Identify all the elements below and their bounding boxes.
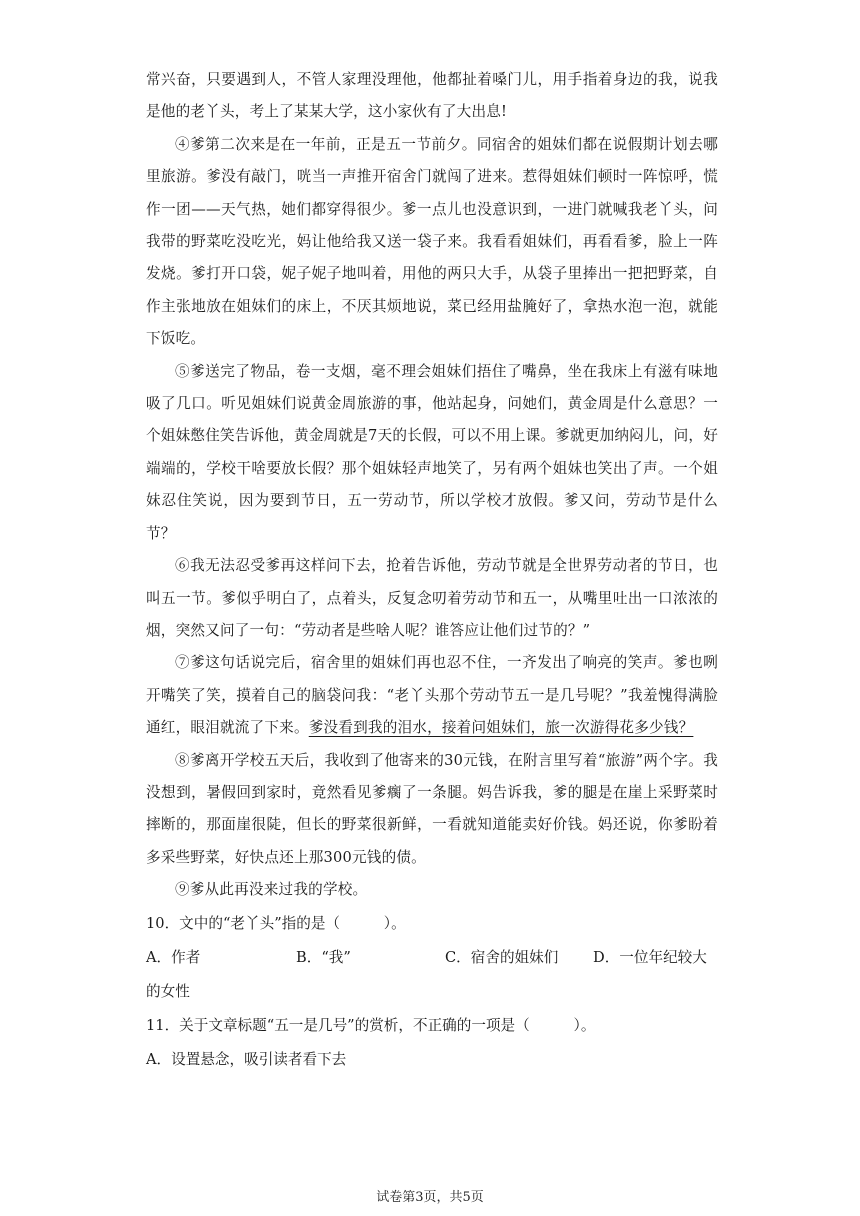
paragraph-7-underlined-sentence: 爹没看到我的泪水，接着问姐妹们，旅一次游得花多少钱？ bbox=[308, 719, 694, 737]
question-10-options bbox=[146, 941, 718, 975]
question-10-option-d: D．一位年纪较大 bbox=[593, 948, 707, 966]
question-11-stem: 11．关于文章标题“五一是几号”的赏析，不正确的一项是（ ）。 bbox=[146, 1016, 596, 1034]
question-11-option-a: A．设置悬念，吸引读者看下去 bbox=[146, 1050, 347, 1068]
page-footer: 试卷第3页，共5页 bbox=[376, 1190, 484, 1205]
passage-paragraph-7 bbox=[146, 647, 718, 744]
question-10-stem: 10．文中的“老丫头”指的是（ ）。 bbox=[146, 914, 406, 932]
question-10-option-c: C．宿舍的姐妹们 bbox=[445, 948, 559, 966]
passage-paragraph-8: ⑧爹离开学校五天后，我收到了他寄来的30元钱，在附言里写着“旅游”两个字。我没想到，暑假回到家时，竟然看见爹瘸了一条腿。妈告诉我，爹的腿是在崖上采野菜时摔断的，那面崖很陡，但长的野菜很新鲜，一看就知道能卖好价钱。妈还说，你爹盼着多采些野菜，好快点还上那300元钱的债。 bbox=[146, 751, 718, 866]
passage-paragraph-9: ⑨爹从此再没来过我的学校。 bbox=[175, 881, 368, 899]
question-10-option-a: A．作者 bbox=[146, 948, 201, 966]
page-content bbox=[146, 64, 718, 1077]
passage-paragraph-4: ④爹第二次来是在一年前，正是五一节前夕。同宿舍的姐妹们都在说假期计划去哪里旅游。爹没有敲门，咣当一声推开宿舍门就闯了进来。惹得姐妹们顿时一阵惊呼，慌作一团——天气热，她们都穿得很少。爹一点儿也没意识到，一进门就喊我老丫头，问我带的野菜吃没吃光，妈让他给我又送一袋子来。我看看姐妹们，再看看爹，脸上一阵发烧。爹打开口袋，妮子妮子地叫着，用他的两只大手，从袋子里捧出一把把野菜，自作主张地放在姐妹们的床上，不厌其烦地说，菜已经用盐腌好了，拿热水泡一泡，就能下饭吃。 bbox=[146, 135, 718, 348]
question-10-option-b: B．“我” bbox=[296, 948, 351, 966]
question-10-option-d-continued: 的女性 bbox=[146, 982, 190, 1000]
passage-paragraph-6: ⑥我无法忍受爹再这样问下去，抢着告诉他，劳动节就是全世界劳动者的节日，也叫五一节。爹似乎明白了，点着头，反复念叨着劳动节和五一，从嘴里吐出一口浓浓的烟，突然又问了一句：“劳动者是些啥人呢？谁答应让他们过节的？” bbox=[146, 557, 718, 639]
paragraph-7-text: ⑦爹这句话说完后，宿舍里的姐妹们再也忍不住，一齐发出了响亮的笑声。爹也咧开嘴笑了笑，摸着自己的脑袋问我：“老丫头那个劳动节五一是几号呢？”我羞愧得满脸通红，眼泪就流了下来。 bbox=[146, 654, 718, 737]
passage-paragraph-continued: 常兴奋，只要遇到人，不管人家理没理他，他都扯着嗓门儿，用手指着身边的我，说我是他的老丫头，考上了某某大学，这小家伙有了大出息! bbox=[146, 71, 718, 121]
passage-paragraph-5: ⑤爹送完了物品，卷一支烟，毫不理会姐妹们捂住了嘴鼻，坐在我床上有滋有味地吸了几口。听见姐妹们说黄金周旅游的事，他站起身，问她们，黄金周是什么意思？一个姐妹憋住笑告诉他，黄金周就是7天的长假，可以不用上课。爹就更加纳闷儿，问，好端端的，学校干啥要放长假？那个姐妹轻声地笑了，另有两个姐妹也笑出了声。一个姐妹忍住笑说，因为要到节日，五一劳动节，所以学校才放假。爹又问，劳动节是什么节？ bbox=[146, 362, 718, 542]
